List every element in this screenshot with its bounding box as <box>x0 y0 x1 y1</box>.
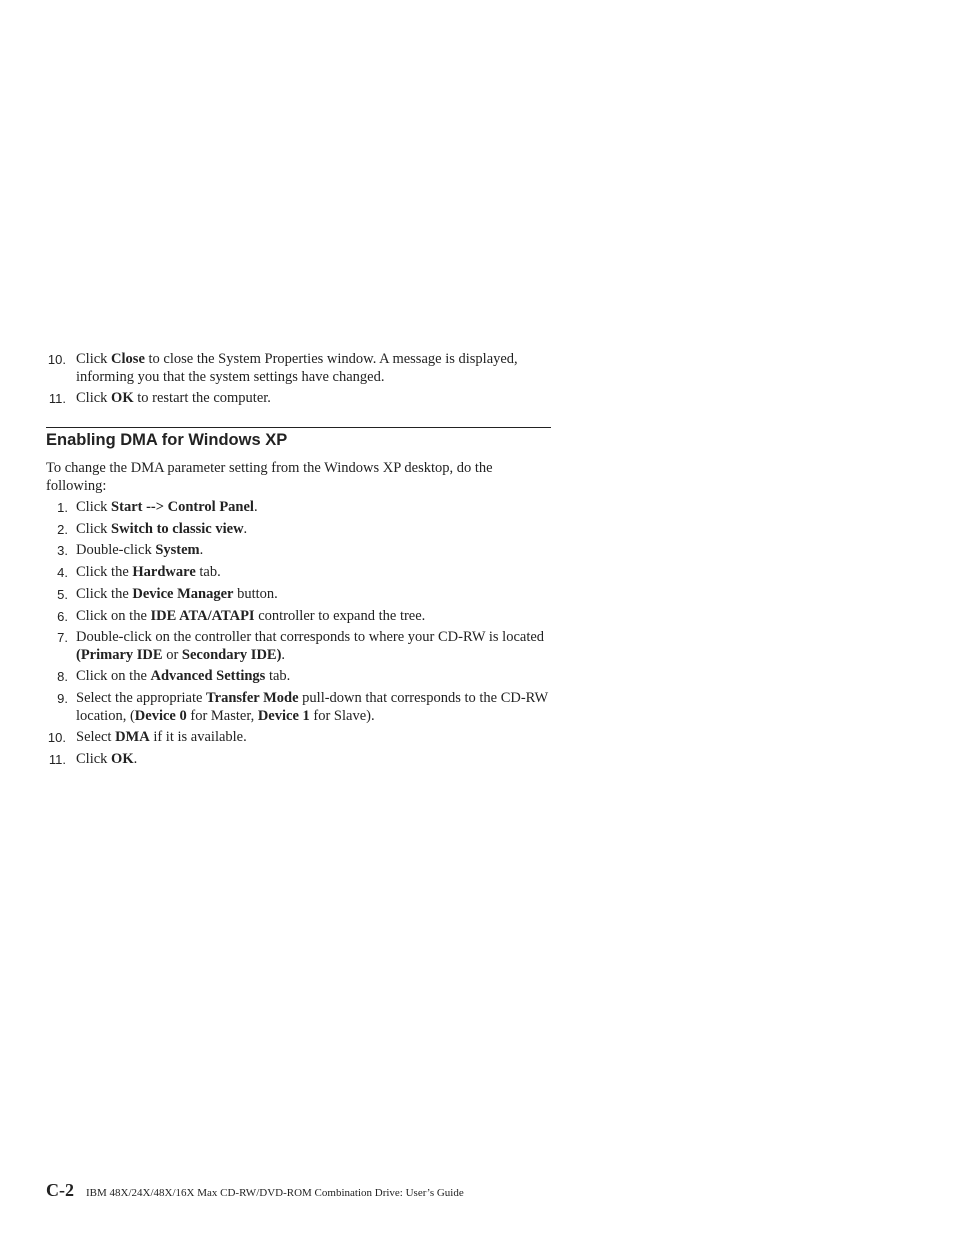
step-text: Click on the Advanced Settings tab. <box>76 668 291 684</box>
step-text: Click OK. <box>76 751 138 767</box>
step-number: 8. <box>57 669 68 684</box>
step-text: Select the appropriate Transfer Mode pull-down that corresponds to the CD-RW location, (Device 0 for Master, Device 1 for Slave). <box>76 690 548 724</box>
step-number: 9. <box>57 691 68 706</box>
step-number: 6. <box>57 609 68 624</box>
footer-title: IBM 48X/24X/48X/16X Max CD-RW/DVD-ROM Combination Drive: User’s Guide <box>86 1187 464 1199</box>
step-text: Click the Hardware tab. <box>76 564 221 580</box>
step-text: Click the Device Manager button. <box>76 586 278 602</box>
step-text: Click Switch to classic view. <box>76 521 248 537</box>
step-number: 3. <box>57 543 68 558</box>
section-heading: Enabling DMA for Windows XP <box>46 431 288 449</box>
step-number: 2. <box>57 522 68 537</box>
step-number: 5. <box>57 587 68 602</box>
page-number: C-2 <box>46 1180 74 1200</box>
step-text: Click OK to restart the computer. <box>76 390 271 406</box>
step-text: Double-click System. <box>76 542 204 558</box>
step-number: 11. <box>48 391 66 406</box>
page-footer <box>46 1180 464 1201</box>
step-text: Click on the IDE ATA/ATAPI controller to expand the tree. <box>76 608 426 624</box>
step-number: 10. <box>47 730 66 745</box>
intro-paragraph: To change the DMA parameter setting from the Windows XP desktop, do the following: <box>46 460 493 494</box>
step-number: 1. <box>57 500 68 515</box>
step-number: 10. <box>47 352 66 367</box>
step-number: 7. <box>57 630 68 645</box>
step-number: 4. <box>57 565 68 580</box>
step-number: 11. <box>48 752 66 767</box>
step-text: Click Close to close the System Properties window. A message is displayed, informing you that the system settings have changed. <box>76 351 518 385</box>
step-text: Click Start --> Control Panel. <box>76 499 258 515</box>
step-text: Double-click on the controller that corresponds to where your CD-RW is located (Primary IDE or Secondary IDE). <box>76 629 545 663</box>
section-divider <box>46 427 551 428</box>
step-text: Select DMA if it is available. <box>76 729 247 745</box>
